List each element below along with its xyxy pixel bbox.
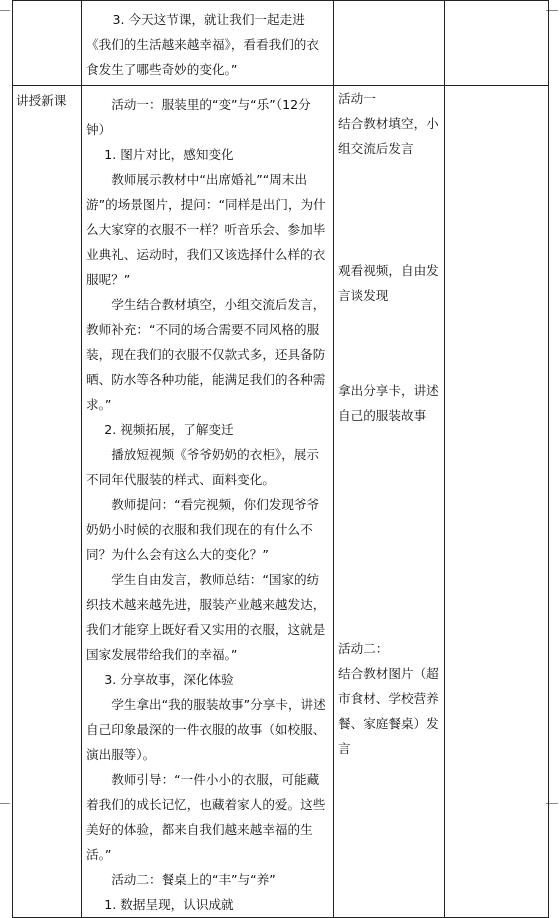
teacher-paragraph: 学生拿出“我的服装故事”分享卡，讲述自己印象最深的一件衣服的故事（如校服、演出服等）。	[86, 697, 326, 762]
student-activity-text: 观看视频，自由发言谈发现	[338, 263, 439, 303]
teacher-paragraph: 教师展示教材中“出席婚礼”“周末出游”的场景图片，提问：“同样是出门，为什么大家穿的衣服不一样？听音乐会、参加毕业典礼、运动时，我们又该选择什么样的衣服呢？”	[86, 172, 326, 287]
student-activity-text: 结合教材填空，小组交流后发言	[338, 116, 439, 156]
table-row-intro	[13, 1, 549, 86]
student-activity-cell-empty	[334, 1, 445, 86]
lesson-plan-table	[12, 0, 549, 918]
design-intent-cell-empty	[445, 86, 549, 918]
design-intent-cell-empty	[445, 1, 549, 86]
section-cell	[13, 86, 82, 918]
teacher-paragraph: 学生自由发言，教师总结：“国家的纺织技术越来越先进，服装产业越来越发达，我们才能穿上既好看又实用的衣服，这就是国家发展带给我们的幸福。”	[86, 572, 326, 662]
student-activity-text: 拿出分享卡，讲述自己的服装故事	[338, 383, 439, 423]
student-activity-cell	[334, 86, 445, 918]
teacher-activity-cell	[82, 1, 334, 86]
teacher-paragraph: 播放短视频《爷爷奶奶的衣柜》，展示不同年代服装的样式、面料变化。	[86, 447, 319, 487]
teacher-paragraph: 教师提问：“看完视频，你们发现爷爷奶奶小时候的衣服和我们现在的有什么不同？为什么会有这么大的变化？”	[86, 497, 320, 562]
step-heading: 1. 图片对比，感知变化	[104, 147, 234, 162]
teacher-paragraph: 教师引导：“一件小小的衣服，可能藏着我们的成长记忆，也藏着家人的爱。这些美好的体验，都来自我们越来越幸福的生活。”	[86, 772, 326, 862]
section-label: 讲授新课	[16, 93, 67, 108]
step-heading: 1. 数据呈现，认识成就	[104, 897, 234, 912]
student-activity-heading: 活动二：	[338, 641, 389, 656]
student-activity-text: 结合教材图片（超市食材、学校营养餐、家庭餐桌）发言	[338, 666, 439, 756]
teacher-activity-cell	[82, 86, 334, 918]
activity-heading: 活动一：服装里的“变”与“乐”（12分钟）	[86, 97, 311, 137]
step-heading: 2. 视频拓展，了解变迁	[104, 422, 234, 437]
intro-paragraph: 3. 今天这节课，就让我们一起走进《我们的生活越来越幸福》，看看我们的衣食发生了哪些奇妙的变化。”	[86, 12, 319, 77]
student-activity-heading: 活动一	[338, 91, 376, 106]
activity-heading: 活动二：餐桌上的“丰”与“养”	[111, 872, 276, 887]
section-cell-empty	[13, 1, 82, 86]
table-row-new-lesson	[13, 86, 549, 918]
step-heading: 3. 分享故事，深化体验	[104, 672, 234, 687]
crop-mark-top-left	[0, 10, 10, 11]
teacher-paragraph: 学生结合教材填空，小组交流后发言，教师补充：“不同的场合需要不同风格的服装，现在我们的衣服不仅款式多，还具备防晒、防水等各种功能，能满足我们的各种需求。”	[86, 297, 326, 412]
crop-mark-bottom-left	[0, 803, 10, 804]
